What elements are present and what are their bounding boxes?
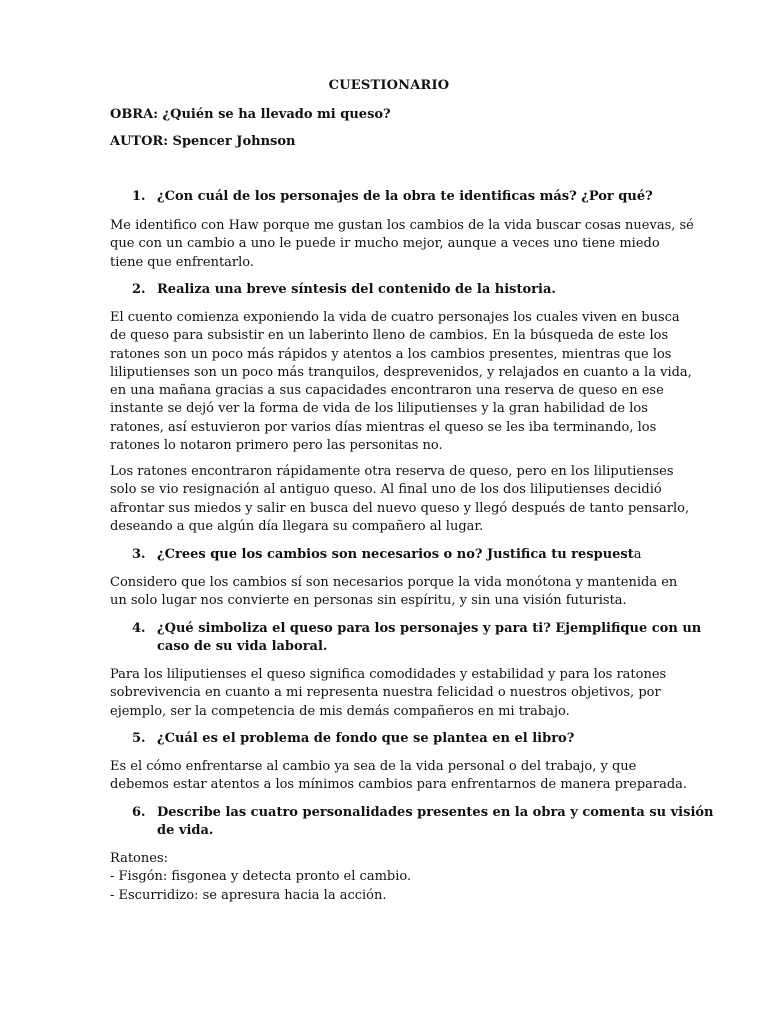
question-number: 4. [132,621,146,636]
answer-line: ratones son un poco más rápidos y atentos a los cambios presentes, mientras que los [110,346,672,362]
answer-line: ratones, así estuvieron por varios días mientras el queso se les iba terminando, los [110,419,657,435]
question-text [132,546,662,564]
question-text [132,804,714,840]
answer-line: afrontar sus miedos y salir en busca del nuevo queso y llegó después de tanto pensarlo, [110,500,690,516]
answer-line: - Escurridizo: se apresura hacia la acción. [110,887,387,903]
question-text-line: ¿Qué simboliza el queso para los personajes y para ti? Ejemplifique con un [157,621,702,636]
answer-line: Me identifico con Haw porque me gustan los cambios de la vida buscar cosas nuevas, sé [110,218,694,233]
answer-line: tiene que enfrentarlo. [110,254,255,270]
answer-line: que con un cambio a uno le puede ir mucho mejor, aunque a veces uno tiene miedo [110,236,660,252]
question-text-line: caso de su vida laboral. [157,639,328,654]
question-4 [132,620,702,656]
question-number: 1. [132,189,146,204]
question-number: 6. [132,805,146,820]
question-text-line: de vida. [157,823,214,838]
answer-line: - Fisgón: fisgonea y detecta pronto el cambio. [110,869,412,885]
answer-line: Ratones: [110,851,169,866]
answer-line: debemos estar atentos a los mínimos cambios para enfrentarnos de manera preparada. [110,777,688,793]
work-title: OBRA: ¿Quién se ha llevado mi queso? [110,107,391,122]
answer-line: en una mañana gracias a sus capacidades encontraron una reserva de queso en ese [110,383,664,399]
question-text-trailing: a [633,547,642,562]
question-2 [132,281,662,299]
question-text-line: Describe las cuatro personalidades presentes en la obra y comenta su visión [157,805,714,820]
answer-line: deseando a que algún día llegara su compañero al lugar. [110,518,484,534]
answer-line: de queso para subsistir en un laberinto lleno de cambios. En la búsqueda de este los [110,328,669,344]
question-text-bold: ¿Crees que los cambios son necesarios o no? Justifica tu respuest [157,547,634,562]
answer-3 [110,574,678,611]
document-title: CUESTIONARIO [328,78,450,93]
answer-2-paragraph-2 [110,463,690,536]
answer-line: Los ratones encontraron rápidamente otra reserva de queso, pero en los liliputienses [110,464,674,479]
question-text: ¿Con cuál de los personajes de la obra te identificas más? ¿Por qué? [157,189,653,204]
answer-line: solo se vio resignación al antiguo queso. Al final uno de los dos liliputienses decidió [110,482,662,498]
answer-1 [110,217,694,272]
answer-4 [110,666,667,721]
answer-line: un solo lugar nos convierte en personas sin espíritu, y sin una visión futurista. [110,593,627,609]
question-number: 2. [132,282,146,297]
question-1 [132,188,662,206]
answer-line: Considero que los cambios sí son necesarios porque la vida monótona y mantenida en [110,575,678,590]
answer-line: ejemplo, ser la competencia de mis demás compañeros en mi trabajo. [110,703,570,719]
answer-line: instante se dejó ver la forma de vida de los liliputienses y la gran habilidad de los [110,401,648,417]
answer-line: El cuento comienza exponiendo la vida de cuatro personajes los cuales viven en busca [110,310,680,325]
answer-line: liliputienses son un poco más tranquilos, desprevenidos, y relajados en cuanto a la vida, [110,364,692,380]
author-line: AUTOR: Spencer Johnson [110,134,296,149]
answer-line: ratones lo notaron primero pero las personitas no. [110,438,443,454]
question-5 [132,730,662,748]
question-number: 5. [132,731,146,746]
question-text [132,620,702,656]
question-3 [132,546,662,564]
question-6 [132,804,714,840]
question-text: ¿Cuál es el problema de fondo que se plantea en el libro? [157,731,575,746]
question-text: Realiza una breve síntesis del contenido de la historia. [157,282,556,297]
question-number: 3. [132,547,146,562]
answer-line: sobrevivencia en cuanto a mi representa nuestra felicidad o nuestros objetivos, por [110,685,661,701]
answer-2-paragraph-1 [110,309,692,455]
answer-line: Es el cómo enfrentarse al cambio ya sea de la vida personal o del trabajo, y que [110,759,637,774]
answer-6 [110,850,660,905]
answer-line: Para los liliputienses el queso significa comodidades y estabilidad y para los ratones [110,667,667,682]
answer-5 [110,758,688,795]
